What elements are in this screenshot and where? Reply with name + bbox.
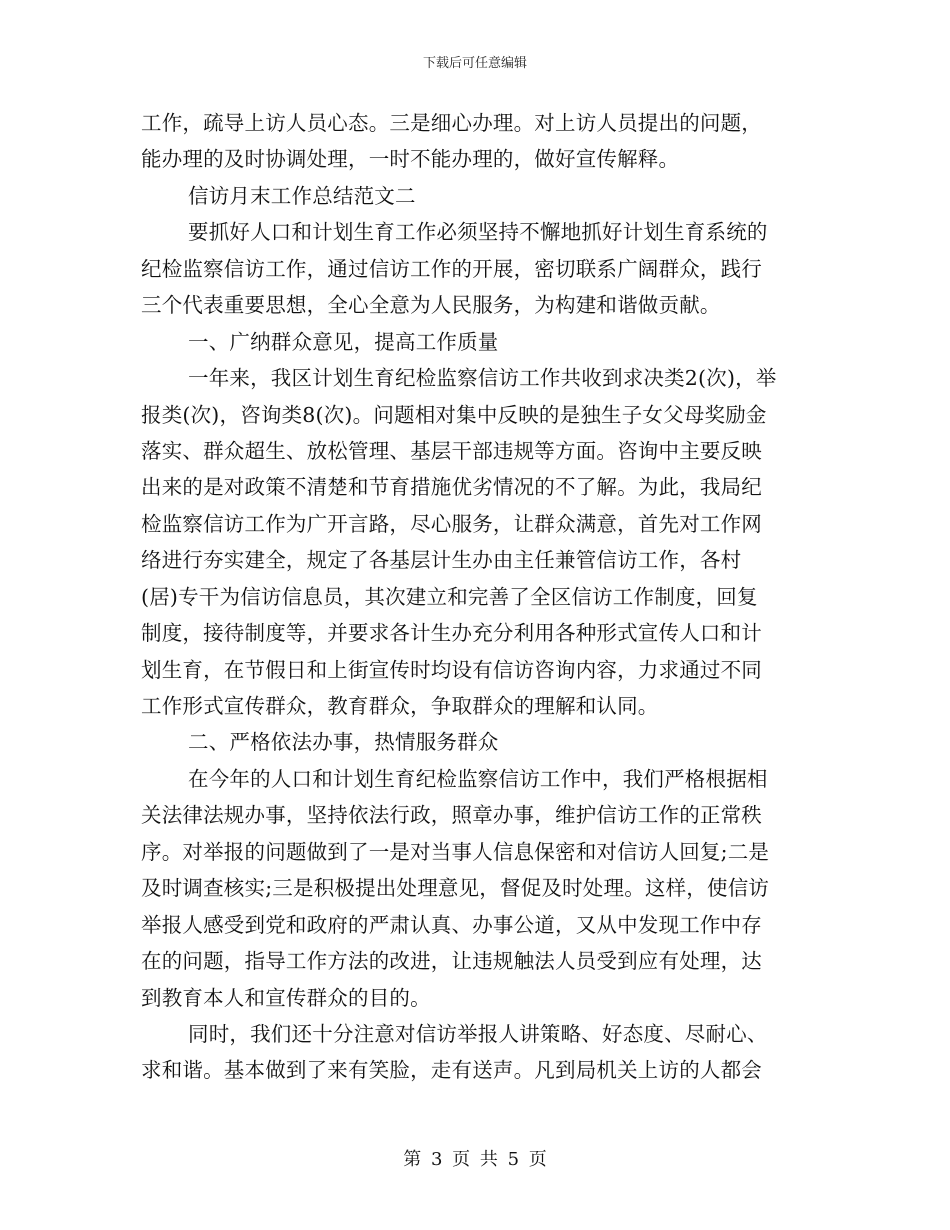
text-line: 及时调查核实;三是积极提出处理意见，督促及时处理。这样，使信访 [141, 876, 770, 901]
text-line: 在今年的人口和计划生育纪检监察信访工作中，我们严格根据相 [188, 766, 768, 791]
text-line: 一、广纳群众意见，提高工作质量 [188, 329, 499, 354]
text-line: 落实、群众超生、放松管理、基层干部违规等方面。咨询中主要反映 [141, 438, 762, 463]
text-line: 二、严格依法办事，热情服务群众 [188, 730, 499, 755]
text-line: 到教育本人和宣传群众的目的。 [141, 985, 431, 1010]
text-line: 信访月末工作总结范文二 [188, 183, 416, 208]
text-line: 举报人感受到党和政府的严肃认真、办事公道，又从中发现工作中存 [141, 912, 762, 937]
text-line: 络进行夯实建全，规定了各基层计生办由主任兼管信访工作，各村 [141, 548, 742, 573]
document-body [141, 105, 821, 1089]
text-line: 在的问题，指导工作方法的改进，让违规触法人员受到应有处理，达 [141, 949, 762, 974]
text-line: 出来的是对政策不清楚和节育措施优劣情况的不了解。为此，我局纪 [141, 475, 762, 500]
text-line: 制度，接待制度等，并要求各计生办充分利用各种形式宣传人口和计 [141, 621, 762, 646]
text-line: 一年来，我区计划生育纪检监察信访工作共收到求决类2(次)，举 [188, 366, 777, 391]
text-line: 检监察信访工作为广开言路，尽心服务，让群众满意，首先对工作网 [141, 511, 762, 536]
text-line: 纪检监察信访工作，通过信访工作的开展，密切联系广阔群众，践行 [141, 256, 762, 281]
text-line: 同时，我们还十分注意对信访举报人讲策略、好态度、尽耐心、 [188, 1021, 768, 1046]
page-footer: 第 3 页 共 5 页 [403, 1149, 547, 1170]
text-line: 工作形式宣传群众，教育群众，争取群众的理解和认同。 [141, 694, 659, 718]
text-line: (居)专干为信访信息员，其次建立和完善了全区信访工作制度，回复 [141, 584, 758, 609]
text-line: 序。对举报的问题做到了一是对当事人信息保密和对信访人回复;二是 [141, 839, 770, 864]
text-line: 划生育，在节假日和上街宣传时均设有信访咨询内容，力求通过不同 [141, 657, 762, 682]
text-line: 三个代表重要思想，全心全意为人民服务，为构建和谐做贡献。 [141, 293, 721, 318]
text-line: 求和谐。基本做到了来有笑脸，走有送声。凡到局机关上访的人都会 [141, 1058, 762, 1083]
text-line: 工作，疏导上访人员心态。三是细心办理。对上访人员提出的问题， [141, 111, 762, 135]
text-line: 报类(次)，咨询类8(次)。问题相对集中反映的是独生子女父母奖励金 [141, 402, 767, 427]
page-header: 下载后可任意编辑 [422, 56, 527, 71]
text-line: 关法律法规办事，坚持依法行政，照章办事，维护信访工作的正常秩 [141, 803, 762, 828]
text-line: 能办理的及时协调处理，一时不能办理的，做好宣传解释。 [141, 147, 680, 172]
text-line: 要抓好人口和计划生育工作必须坚持不懈地抓好计划生育系统的 [188, 220, 768, 245]
